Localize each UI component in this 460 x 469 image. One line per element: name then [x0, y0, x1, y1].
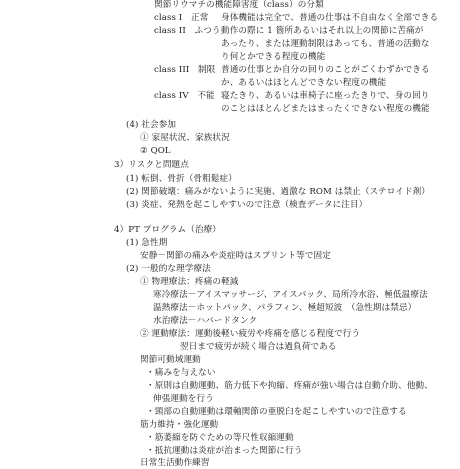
class-1-text: 身体機能は完全で、普通の仕事は不自由なく全部できる: [221, 13, 439, 23]
hydrotherapy-line: 水治療法－ハバードタンク: [153, 316, 258, 326]
class-2-cont-1: あったり、または運動制限はあっても、普通の活動な: [221, 39, 430, 49]
risk-item-3: (3) 炎症、発熱を起こしやすいので注意（検査データに注目）: [126, 200, 368, 210]
ra-classification-heading: 関節リウマチの機能障害度（class）の分類: [154, 0, 324, 10]
pt-program-heading: 4）PT プログラム（治療）: [114, 225, 221, 235]
class-2-cont-2: り何とかできる程度の機能: [221, 52, 326, 62]
general-pt-heading: (2) 一般的な理学療法: [126, 264, 211, 274]
physical-therapy-heading: ① 物理療法：疼痛の軽減: [140, 277, 239, 287]
social-item-1: ① 家屋状況、家族状況: [140, 133, 230, 143]
rom-bullet-2-cont: 伸張運動を行う: [153, 394, 214, 404]
social-participation-heading: (4) 社会参加: [126, 120, 177, 130]
class-4-cont: のことはほとんどまたはまったくできない程度の機能: [221, 104, 430, 114]
acute-phase-text: 安静－関節の痛みや炎症時はスプリント等で固定: [140, 251, 331, 261]
exercise-therapy-note: 翌日まで疲労が続く場合は過負荷である: [180, 342, 337, 352]
rom-bullet-2: ・原則は自動運動、筋力低下や拘縮、疼痛が強い場合は自動介助、他動、: [146, 381, 433, 391]
heat-therapy-line: 温熱療法－ホットパック、パラフィン、極超短波 （急性期は禁忌）: [153, 303, 417, 313]
adl-training-heading: 日常生活動作練習: [140, 458, 210, 468]
risk-section-heading: 3）リスクと問題点: [114, 160, 189, 170]
acute-phase-heading: (1) 急性期: [126, 238, 168, 248]
class-4-text: 寝たきり、あるいは車椅子に座ったきりで、身の回り: [221, 91, 430, 101]
strength-bullet-1: ・筋萎縮を防ぐための等尺性収縮運動: [146, 433, 294, 443]
rom-bullet-3: ・頸部の自動運動は環軸関節の亜脱臼を起こしやすいので注意する: [146, 407, 407, 417]
class-3-text: 普通の仕事とか自分の回りのことがごくわずかできる: [221, 65, 430, 75]
strength-bullet-2: ・抵抗運動は炎症が治まった関節に行う: [146, 446, 303, 456]
class-2-label: class II ふつう: [154, 26, 221, 36]
strength-exercise-heading: 筋力維持・強化運動: [140, 420, 219, 430]
class-3-label: class III 制限: [154, 65, 216, 75]
class-4-label: class IV 不能: [154, 91, 215, 101]
class-2-text: 動作の際に 1 箇所あるいはそれ以上の関節に苦痛が: [221, 26, 424, 36]
rom-bullet-1: ・痛みを与えない: [146, 368, 216, 378]
class-1-label: class I 正常: [154, 13, 209, 23]
social-item-2: ② QOL: [140, 146, 171, 156]
cold-therapy-line: 寒冷療法－アイスマッサージ、アイスパック、局所冷水浴、極低温療法: [153, 290, 428, 300]
rom-exercise-heading: 関節可動域運動: [140, 355, 201, 365]
risk-item-2: (2) 関節破壊：痛みがないように実施、過激な ROM は禁止（ステロイド剤）: [126, 187, 430, 197]
class-3-cont: か、あるいはほとんどできない程度の機能: [221, 78, 387, 88]
exercise-therapy-heading: ② 運動療法：運動後軽い疲労や疼痛を感じる程度で行う: [140, 329, 361, 339]
risk-item-1: (1) 転倒、骨折（骨粗鬆症）: [126, 174, 237, 184]
